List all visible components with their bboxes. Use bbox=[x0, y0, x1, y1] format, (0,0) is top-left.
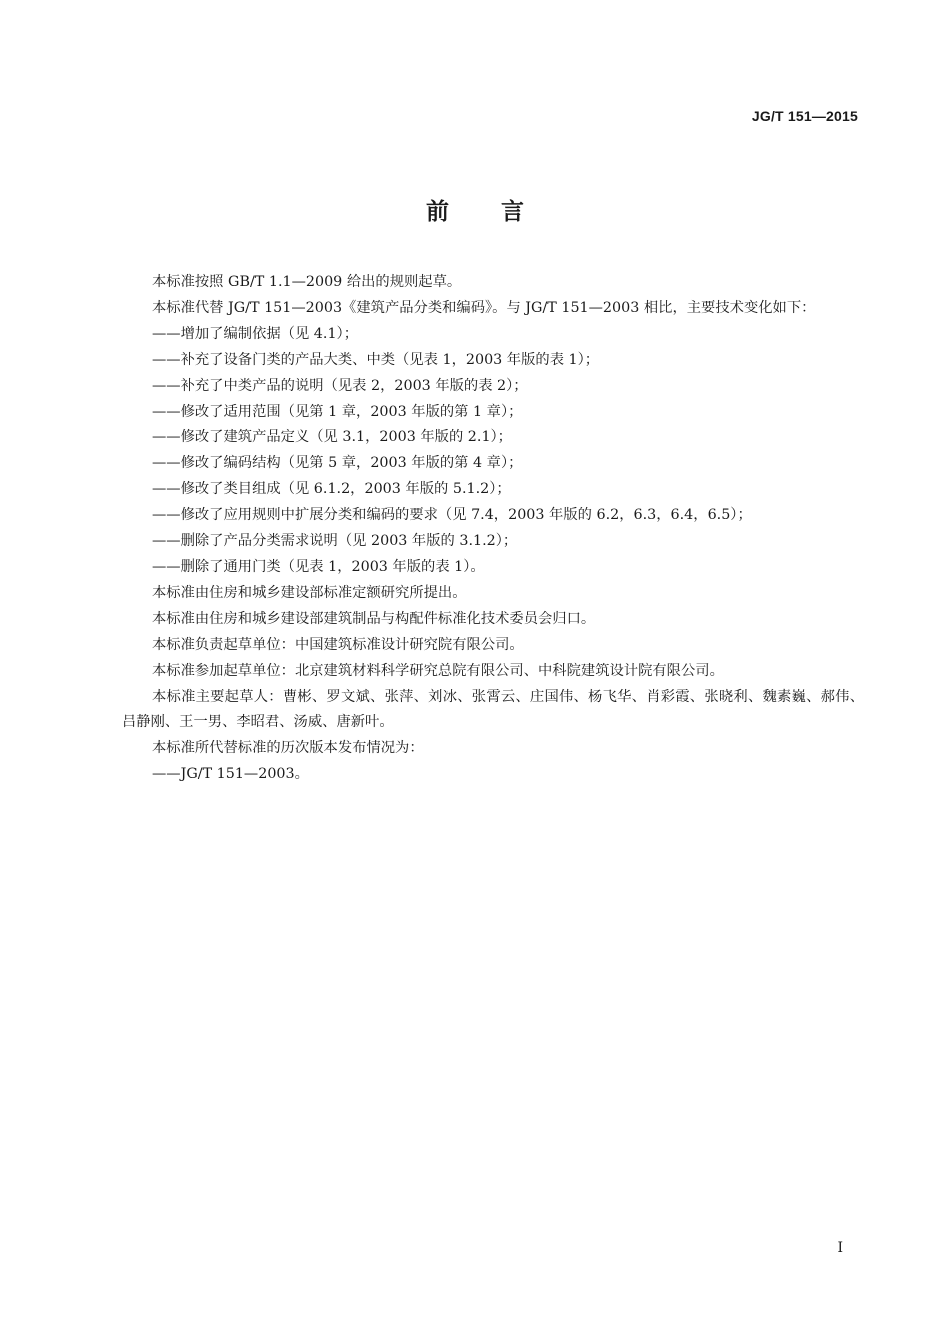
foreword-body bbox=[122, 270, 864, 788]
paragraph-proposer: 本标准由住房和城乡建设部标准定额研究所提出。 bbox=[152, 584, 467, 601]
change-item: ——补充了中类产品的说明（见表 2，2003 年版的表 2）； bbox=[152, 377, 528, 394]
change-item: ——修改了编码结构（见第 5 章，2003 年版的第 4 章）； bbox=[152, 455, 523, 472]
change-item: ——修改了应用规则中扩展分类和编码的要求（见 7.4，2003 年版的 6.2，6.3，6.4，6.5）； bbox=[152, 507, 752, 524]
previous-edition-item: ——JG/T 151—2003。 bbox=[152, 766, 309, 783]
change-item: ——修改了适用范围（见第 1 章，2003 年版的第 1 章）； bbox=[152, 403, 523, 420]
change-item: ——修改了建筑产品定义（见 3.1，2003 年版的 2.1）； bbox=[152, 429, 512, 446]
paragraph-replacement: 本标准代替 JG/T 151—2003《建筑产品分类和编码》。与 JG/T 151—2003 相比，主要技术变化如下： bbox=[152, 299, 816, 316]
paragraph-lead-drafter: 本标准负责起草单位：中国建筑标准设计研究院有限公司。 bbox=[152, 636, 524, 653]
change-item: ——删除了通用门类（见表 1，2003 年版的表 1）。 bbox=[152, 558, 485, 575]
change-item: ——增加了编制依据（见 4.1）； bbox=[152, 325, 358, 342]
change-item: ——修改了类目组成（见 6.1.2，2003 年版的 5.1.2）； bbox=[152, 481, 511, 498]
paragraph-main-drafters: 本标准主要起草人：曹彬、罗文斌、张萍、刘冰、张霄云、庄国伟、杨飞华、肖彩霞、张晓利、魏素巍、郝伟、吕静刚、王一男、李昭君、汤威、唐新叶。 bbox=[122, 688, 864, 731]
standard-code: JG/T 151—2015 bbox=[751, 108, 858, 124]
paragraph-previous-editions: 本标准所代替标准的历次版本发布情况为： bbox=[152, 740, 424, 757]
paragraph-drafting-rules: 本标准按照 GB/T 1.1—2009 给出的规则起草。 bbox=[152, 274, 462, 290]
paragraph-committee: 本标准由住房和城乡建设部建筑制品与构配件标准化技术委员会归口。 bbox=[152, 610, 596, 627]
change-item: ——删除了产品分类需求说明（见 2003 年版的 3.1.2）； bbox=[152, 533, 518, 550]
change-item: ——补充了设备门类的产品大类、中类（见表 1，2003 年版的表 1）； bbox=[152, 351, 600, 368]
page-title: 前言 bbox=[426, 199, 576, 225]
page-number: I bbox=[837, 1240, 843, 1256]
paragraph-participating-drafters: 本标准参加起草单位：北京建筑材料科学研究总院有限公司、中科院建筑设计院有限公司。 bbox=[152, 662, 724, 679]
